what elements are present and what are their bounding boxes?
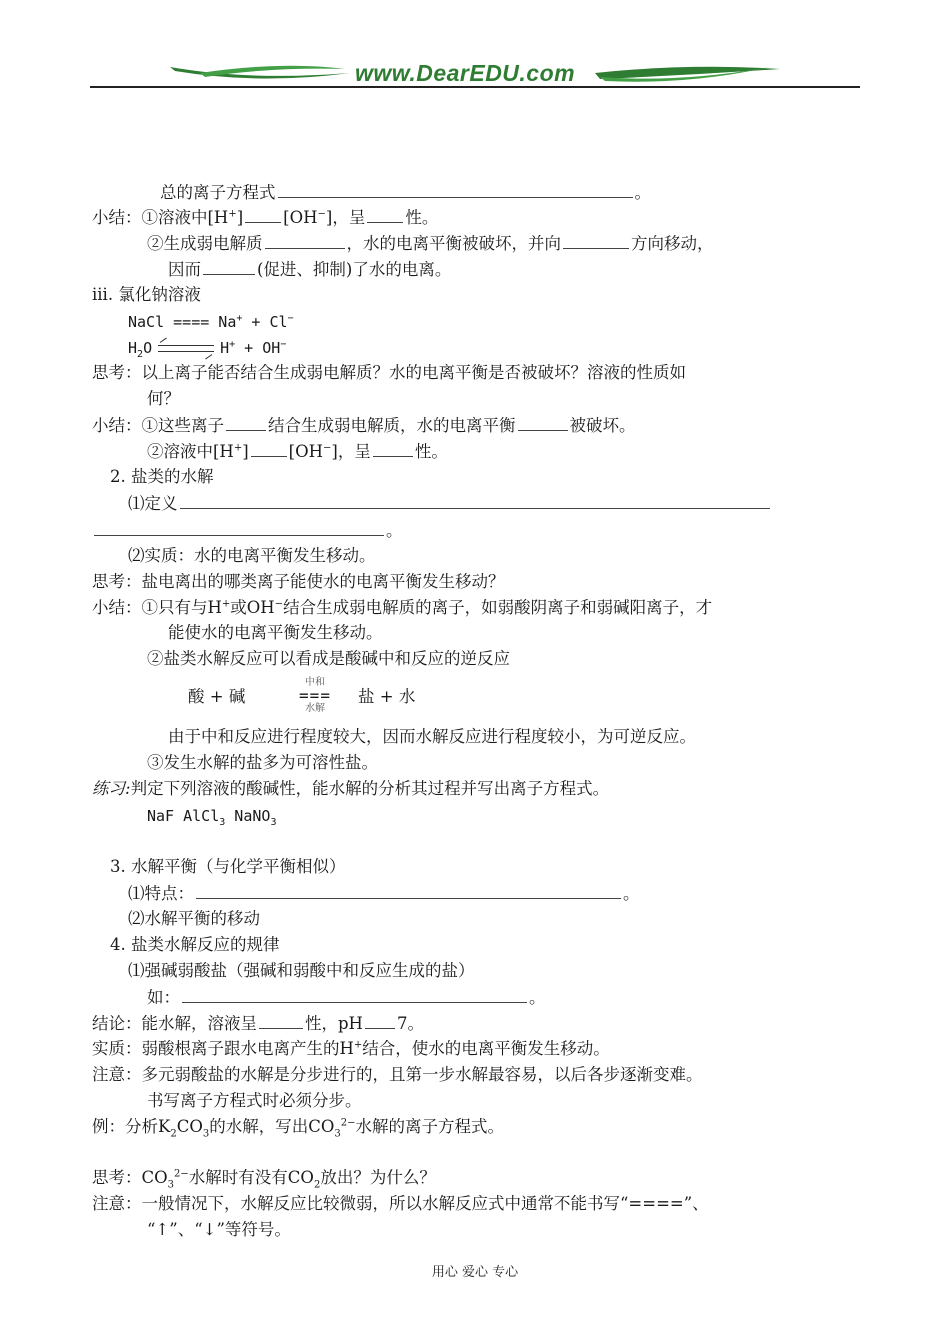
text-line: “↑”、“↓”等符号。: [147, 1220, 291, 1239]
text-line: 如： 。: [147, 988, 546, 1007]
equation-left: 酸 + 碱: [188, 687, 246, 706]
section-heading: iii. 氯化钠溶液: [92, 285, 201, 304]
text-line: 思考：$CO_3^{2-}$水解时有没有$CO_2$放出？为什么？: [92, 1168, 436, 1191]
equation-line: NaCl ==== Na+ + Cl−: [128, 313, 294, 331]
neutralization-hydrolysis-sign: 中和 === 水解: [299, 677, 331, 714]
formula-list: NaF AlCl$_3$ NaNO$_3$: [147, 807, 277, 828]
equation-right: 盐 + 水: [358, 687, 416, 706]
text-line: 。: [92, 519, 403, 542]
text-line: 能使水的电离平衡发生移动。: [168, 623, 383, 642]
text-line: 注意：一般情况下，水解反应比较微弱，所以水解反应式中通常不能书写“====”、: [92, 1194, 709, 1213]
text-line: ⑴定义: [128, 492, 772, 515]
text-line: 因而 (促进、抑制)了水的电离。: [168, 260, 452, 279]
text-line: ②生成弱电解质 ，水的电离平衡被破坏，并向 方向移动，: [147, 234, 714, 253]
section-heading: 3. 水解平衡（与化学平衡相似）: [110, 857, 346, 876]
equation-line: $H_2O$ H+ + OH−: [128, 339, 287, 360]
reversible-arrow-icon: [158, 342, 214, 356]
site-logo: www.DearEDU.com: [355, 60, 576, 86]
text-line: 思考：盐电离出的哪类离子能使水的电离平衡发生移动？: [92, 572, 505, 591]
text-line: 思考：以上离子能否结合生成弱电解质？水的电离平衡是否被破坏？溶液的性质如: [92, 363, 686, 382]
page-footer: 用心 爱心 专心: [431, 1265, 519, 1280]
section-heading: 4. 盐类水解反应的规律: [110, 935, 280, 954]
text-line: ⑵水解平衡的移动: [128, 909, 260, 928]
example-line: 例：分析$K_2CO_3$的水解，写出$CO_3^{2-}$水解的离子方程式。: [92, 1117, 505, 1140]
text-line: ②溶液中[H+] [OH−]，呈 性。: [147, 442, 448, 461]
text-line: ③发生水解的盐多为可溶性盐。: [147, 753, 378, 772]
text-line: 书写离子方程式时必须分步。: [147, 1091, 362, 1110]
text-line: 小结：①溶液中[H+] [OH−]，呈 性。: [92, 208, 439, 227]
text-line: 小结：①这些离子 结合生成弱电解质，水的电离平衡 被破坏。: [92, 416, 636, 435]
text-line: ②盐类水解反应可以看成是酸碱中和反应的逆反应: [147, 649, 510, 668]
text-line: ⑴强碱弱酸盐（强碱和弱酸中和反应生成的盐）: [128, 961, 475, 980]
text-line: 实质：弱酸根离子跟水电离产生的H+结合，使水的电离平衡发生移动。: [92, 1039, 610, 1058]
text-line: 注意：多元弱酸盐的水解是分步进行的，且第一步水解最容易，以后各步逐渐变难。: [92, 1065, 703, 1084]
text-line: 总的离子方程式 。: [160, 183, 651, 202]
text-line: 何？: [147, 389, 180, 408]
text-line: 结论：能水解，溶液呈 性，pH 7。: [92, 1014, 424, 1033]
text-line: ⑴特点： 。: [128, 884, 640, 903]
exercise-line: 练习:判定下列溶液的酸碱性，能水解的分析其过程并写出离子方程式。: [92, 779, 610, 798]
section-heading: 2. 盐类的水解: [110, 467, 214, 486]
header-rule: [90, 86, 860, 88]
text-line: ⑵实质：水的电离平衡发生移动。: [128, 546, 376, 565]
text-line: 小结：①只有与H+或OH−结合生成弱电解质的离子，如弱酸阴离子和弱碱阳离子，才: [92, 598, 713, 617]
text-line: 由于中和反应进行程度较大，因而水解反应进行程度较小，为可逆反应。: [168, 727, 696, 746]
